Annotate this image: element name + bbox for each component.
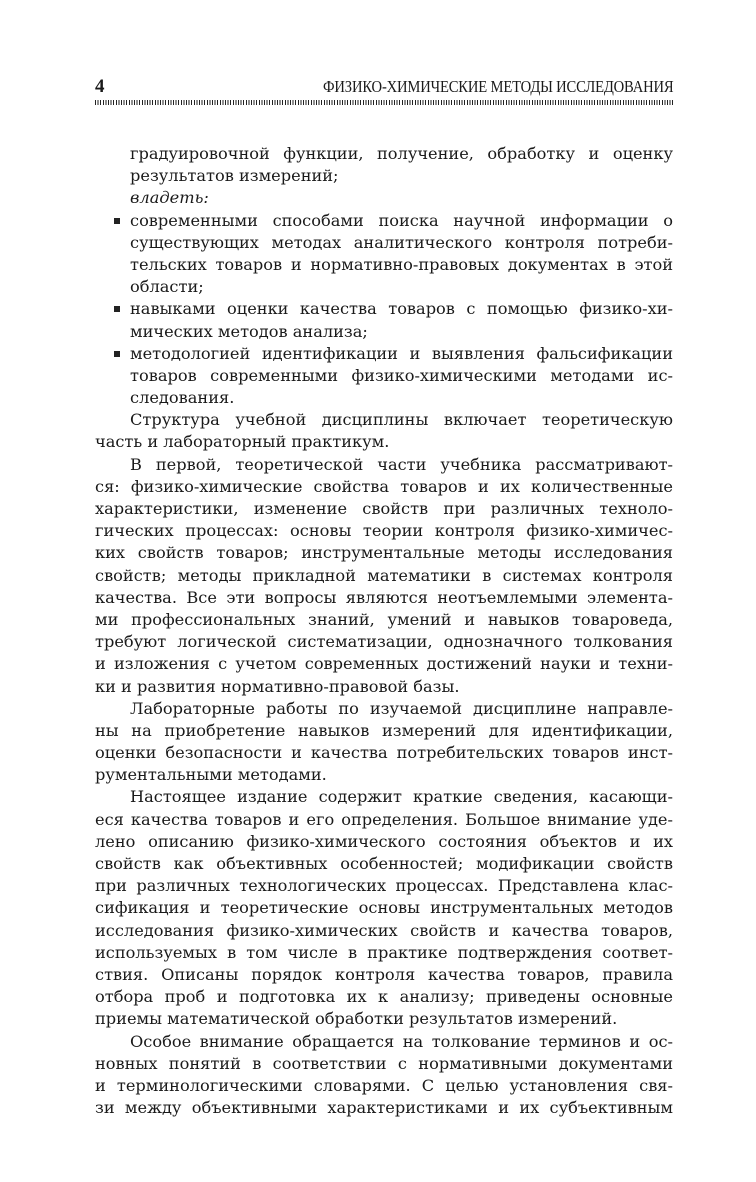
line-text: при различных технологических процессах. Представлена клас-	[95, 876, 673, 896]
line-text: Настоящее издание содержит краткие сведения, касающи-	[130, 787, 673, 807]
line-text: Особое внимание обращается на толкование терминов и ос-	[130, 1031, 673, 1051]
text-line	[95, 1008, 673, 1030]
line-text: мических методов анализа;	[130, 321, 368, 341]
page-number: 4	[95, 76, 105, 97]
line-text: используемых в том числе в практике подтверждения соответ-	[95, 942, 673, 962]
line-text: зи между объективными характеристиками и их субъективным	[95, 1098, 673, 1118]
line-text: современными способами поиска научной информации о	[130, 210, 673, 230]
line-text: методологией идентификации и выявления фальсификации	[130, 343, 673, 363]
line-text: новных понятий в соответствии с нормативными документами	[95, 1053, 673, 1073]
text-line	[95, 897, 673, 919]
paragraph	[95, 409, 673, 453]
text-line	[95, 1053, 673, 1075]
text-line	[95, 853, 673, 875]
text-line	[95, 1031, 673, 1053]
line-text: результатов измерений;	[130, 166, 339, 186]
bullet-item	[95, 210, 673, 299]
line-text: исследования физико-химических свойств и качества товаров,	[95, 920, 673, 940]
line-text: владеть:	[130, 188, 209, 208]
line-text: свойств; методы прикладной математики в системах контроля	[95, 565, 673, 585]
line-text: свойств как объективных особенностей; модификации свойств	[95, 854, 673, 873]
text-line	[95, 298, 673, 320]
line-text: градуировочной функции, получение, обработку и оценку	[130, 144, 673, 163]
text-line	[95, 587, 673, 609]
text-line	[95, 631, 673, 653]
text-line	[95, 498, 673, 520]
text-line	[95, 653, 673, 675]
text-line	[95, 720, 673, 742]
line-text: Лабораторные работы по изучаемой дисциплине направле-	[130, 698, 673, 718]
running-header	[95, 76, 673, 98]
page-body	[95, 143, 673, 1119]
text-line	[95, 764, 673, 786]
text-line	[95, 964, 673, 986]
line-text: товаров современными физико-химическими методами ис-	[130, 365, 673, 385]
line-text: навыками оценки качества товаров с помощью физико-хи-	[130, 299, 673, 319]
bullet-icon	[114, 218, 120, 224]
line-text: Структура учебной дисциплины включает теоретическую	[130, 410, 673, 430]
line-text: и изложения с учетом современных достижений науки и техни-	[95, 654, 673, 674]
text-line	[95, 143, 673, 165]
line-text: ких свойств товаров; инструментальные методы исследования	[95, 543, 673, 563]
line-text: еся качества товаров и его определения. Большое внимание уде-	[95, 809, 673, 829]
text-line	[95, 742, 673, 764]
line-text: ки и развития нормативно-правовой базы.	[95, 676, 460, 696]
line-text: ны на приобретение навыков измерений для идентификации,	[95, 720, 673, 740]
paragraph	[95, 187, 673, 209]
bullet-icon	[114, 351, 120, 357]
text-line	[95, 387, 673, 409]
line-text: области;	[130, 277, 204, 297]
text-line	[95, 409, 673, 431]
text-line	[95, 809, 673, 831]
text-line	[95, 920, 673, 942]
text-line	[95, 276, 673, 298]
text-line	[95, 831, 673, 853]
line-text: В первой, теоретической части учебника рассматривают-	[130, 454, 673, 474]
paragraph	[95, 454, 673, 698]
text-line	[95, 232, 673, 254]
text-line	[95, 165, 673, 187]
line-text: характеристики, изменение свойств при различных техноло-	[95, 499, 673, 518]
text-line	[95, 343, 673, 365]
text-line	[95, 454, 673, 476]
line-text: ствия. Описаны порядок контроля качества товаров, правила	[95, 964, 673, 984]
text-line	[95, 254, 673, 276]
line-text: тельских товаров и нормативно-правовых документах в этой	[130, 254, 673, 274]
line-text: ся: физико-химические свойства товаров и их количественные	[95, 476, 673, 496]
text-line	[95, 698, 673, 720]
bullet-icon	[114, 306, 120, 312]
line-text: часть и лабораторный практикум.	[95, 432, 390, 452]
text-line	[95, 1097, 673, 1119]
text-line	[95, 786, 673, 808]
line-text: и терминологическими словарями. С целью установления свя-	[95, 1075, 673, 1095]
running-title: ФИЗИКО-ХИМИЧЕСКИЕ МЕТОДЫ ИССЛЕДОВАНИЯ	[322, 77, 673, 96]
text-line	[95, 609, 673, 631]
text-line	[95, 875, 673, 897]
paragraph	[95, 698, 673, 787]
paragraph	[95, 786, 673, 1030]
text-line	[95, 187, 673, 209]
text-line	[95, 431, 673, 453]
header-rule	[95, 100, 673, 105]
line-text: рументальными методами.	[95, 765, 327, 785]
line-text: лено описанию физико-химического состояния объектов и их	[95, 831, 673, 851]
line-text: качества. Все эти вопросы являются неотъемлемыми элемента-	[95, 587, 673, 607]
line-text: требуют логической систематизации, однозначного толкования	[95, 632, 673, 652]
text-line	[95, 365, 673, 387]
line-text: приемы математической обработки результатов измерений.	[95, 1009, 618, 1029]
bullet-item	[95, 343, 673, 410]
bullet-item	[95, 298, 673, 342]
line-text: гических процессах: основы теории контроля физико-химичес-	[95, 521, 673, 541]
text-line	[95, 520, 673, 542]
line-text: существующих методах аналитического контроля потреби-	[130, 232, 673, 252]
text-line	[95, 942, 673, 964]
text-line	[95, 676, 673, 698]
line-text: следования.	[130, 388, 235, 408]
text-line	[95, 321, 673, 343]
text-line	[95, 476, 673, 498]
text-line	[95, 565, 673, 587]
text-line	[95, 986, 673, 1008]
line-text: сификация и теоретические основы инструментальных методов	[95, 898, 673, 918]
paragraph	[95, 143, 673, 187]
text-line	[95, 210, 673, 232]
line-text: оценки безопасности и качества потребительских товаров инст-	[95, 743, 673, 763]
text-line	[95, 1075, 673, 1097]
line-text: ми профессиональных знаний, умений и навыков товароведа,	[95, 609, 673, 629]
text-line	[95, 542, 673, 564]
line-text: отбора проб и подготовка их к анализу; приведены основные	[95, 987, 673, 1007]
paragraph	[95, 1031, 673, 1120]
